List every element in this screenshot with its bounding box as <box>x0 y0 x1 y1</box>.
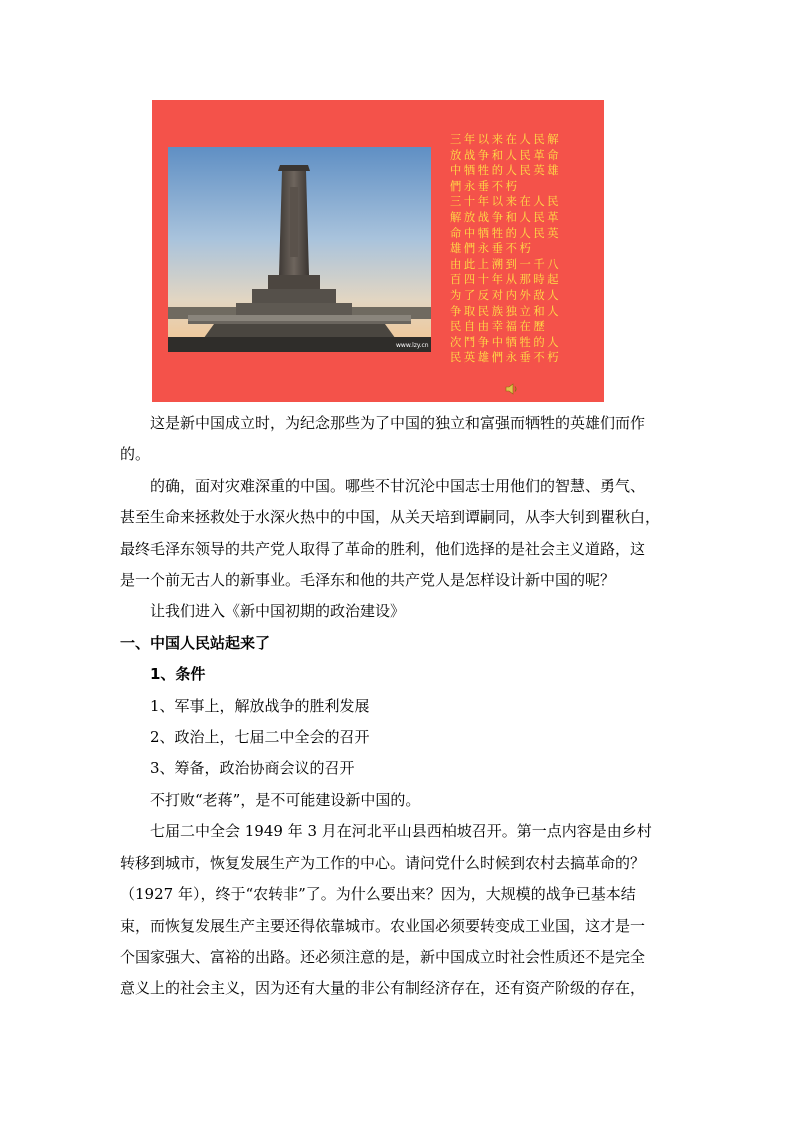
paragraph: 是一个前无古人的新事业。毛泽东和他的共产党人是怎样设计新中国的呢？ <box>120 571 616 590</box>
poem-line: 由此上溯到一千八 <box>450 257 562 271</box>
poem-line: 命中牺牲的人民英 <box>450 226 562 240</box>
poem-line: 次鬥争中牺牲的人 <box>450 335 562 349</box>
monument-illustration <box>168 147 431 352</box>
list-item: 3、筹备，政治协商会议的召开 <box>150 759 355 778</box>
poem-line: 争取民族独立和人 <box>450 304 562 318</box>
paragraph: 的确，面对灾难深重的中国。哪些不甘沉沦中国志士用他们的智慧、勇气、 <box>150 476 646 495</box>
paragraph: 转移到城市，恢复发展生产为工作的中心。请问党什么时候到农村去搞革命的？ <box>120 853 646 872</box>
poem-line: 百四十年从那時起 <box>450 273 562 287</box>
list-item: 1、军事上，解放战争的胜利发展 <box>150 696 370 715</box>
poem-line: 三十年以来在人民 <box>450 195 562 209</box>
poem-line: 民英雄們永垂不朽 <box>450 351 562 365</box>
subsection-heading: 1、条件 <box>150 665 206 684</box>
paragraph: 这是新中国成立时，为纪念那些为了中国的独立和富强而牺牲的英雄们而作 <box>150 414 646 432</box>
paragraph: 束，而恢复发展生产主要还得依靠城市。农业国必须要转变成工业国，这才是一 <box>120 916 646 935</box>
poem-line: 中牺牲的人民英雄 <box>450 164 562 178</box>
poem-line: 解放战争和人民革 <box>450 210 562 224</box>
poem-line: 民自由幸福在歷 <box>450 320 548 334</box>
paragraph: （1927 年），终于“农转非”了。为什么要出来？因为，大规模的战争已基本结 <box>120 885 636 904</box>
poem-text <box>450 132 572 366</box>
poem-line: 放战争和人民革命 <box>450 148 562 162</box>
paragraph: 最终毛泽东领导的共产党人取得了革命的胜利，他们选择的是社会主义道路，这 <box>120 539 646 558</box>
paragraph: 让我们进入《新中国初期的政治建设》 <box>150 602 406 621</box>
poem-line: 为了反对内外敌人 <box>450 288 562 302</box>
list-item: 2、政治上，七届二中全会的召开 <box>150 728 370 747</box>
paragraph: 的。 <box>120 445 151 464</box>
poem-line: 三年以来在人民解 <box>450 133 562 146</box>
paragraph: 意义上的社会主义，因为还有大量的非公有制经济存在，还有资产阶级的存在， <box>120 979 646 998</box>
speaker-icon[interactable] <box>505 382 519 396</box>
poem-line: 們永垂不朽 <box>450 179 520 193</box>
paragraph: 不打败“老蒋”，是不可能建设新中国的。 <box>150 790 421 809</box>
poem-line: 雄們永垂不朽 <box>450 242 534 256</box>
paragraph: 甚至生命来拯救处于水深火热中的中国，从关天培到谭嗣同，从李大钊到瞿秋白， <box>120 508 661 527</box>
section-heading: 一、中国人民站起来了 <box>120 633 271 652</box>
body-text <box>120 408 680 1005</box>
monument-photo <box>168 147 431 352</box>
paragraph: 个国家强大、富裕的出路。还必须注意的是，新中国成立时社会性质还不是完全 <box>120 947 646 966</box>
paragraph: 七届二中全会 1949 年 3 月在河北平山县西柏坡召开。第一点内容是由乡村 <box>150 822 652 841</box>
photo-watermark: www.lzy.cn <box>396 342 429 349</box>
slide-image <box>152 100 604 402</box>
